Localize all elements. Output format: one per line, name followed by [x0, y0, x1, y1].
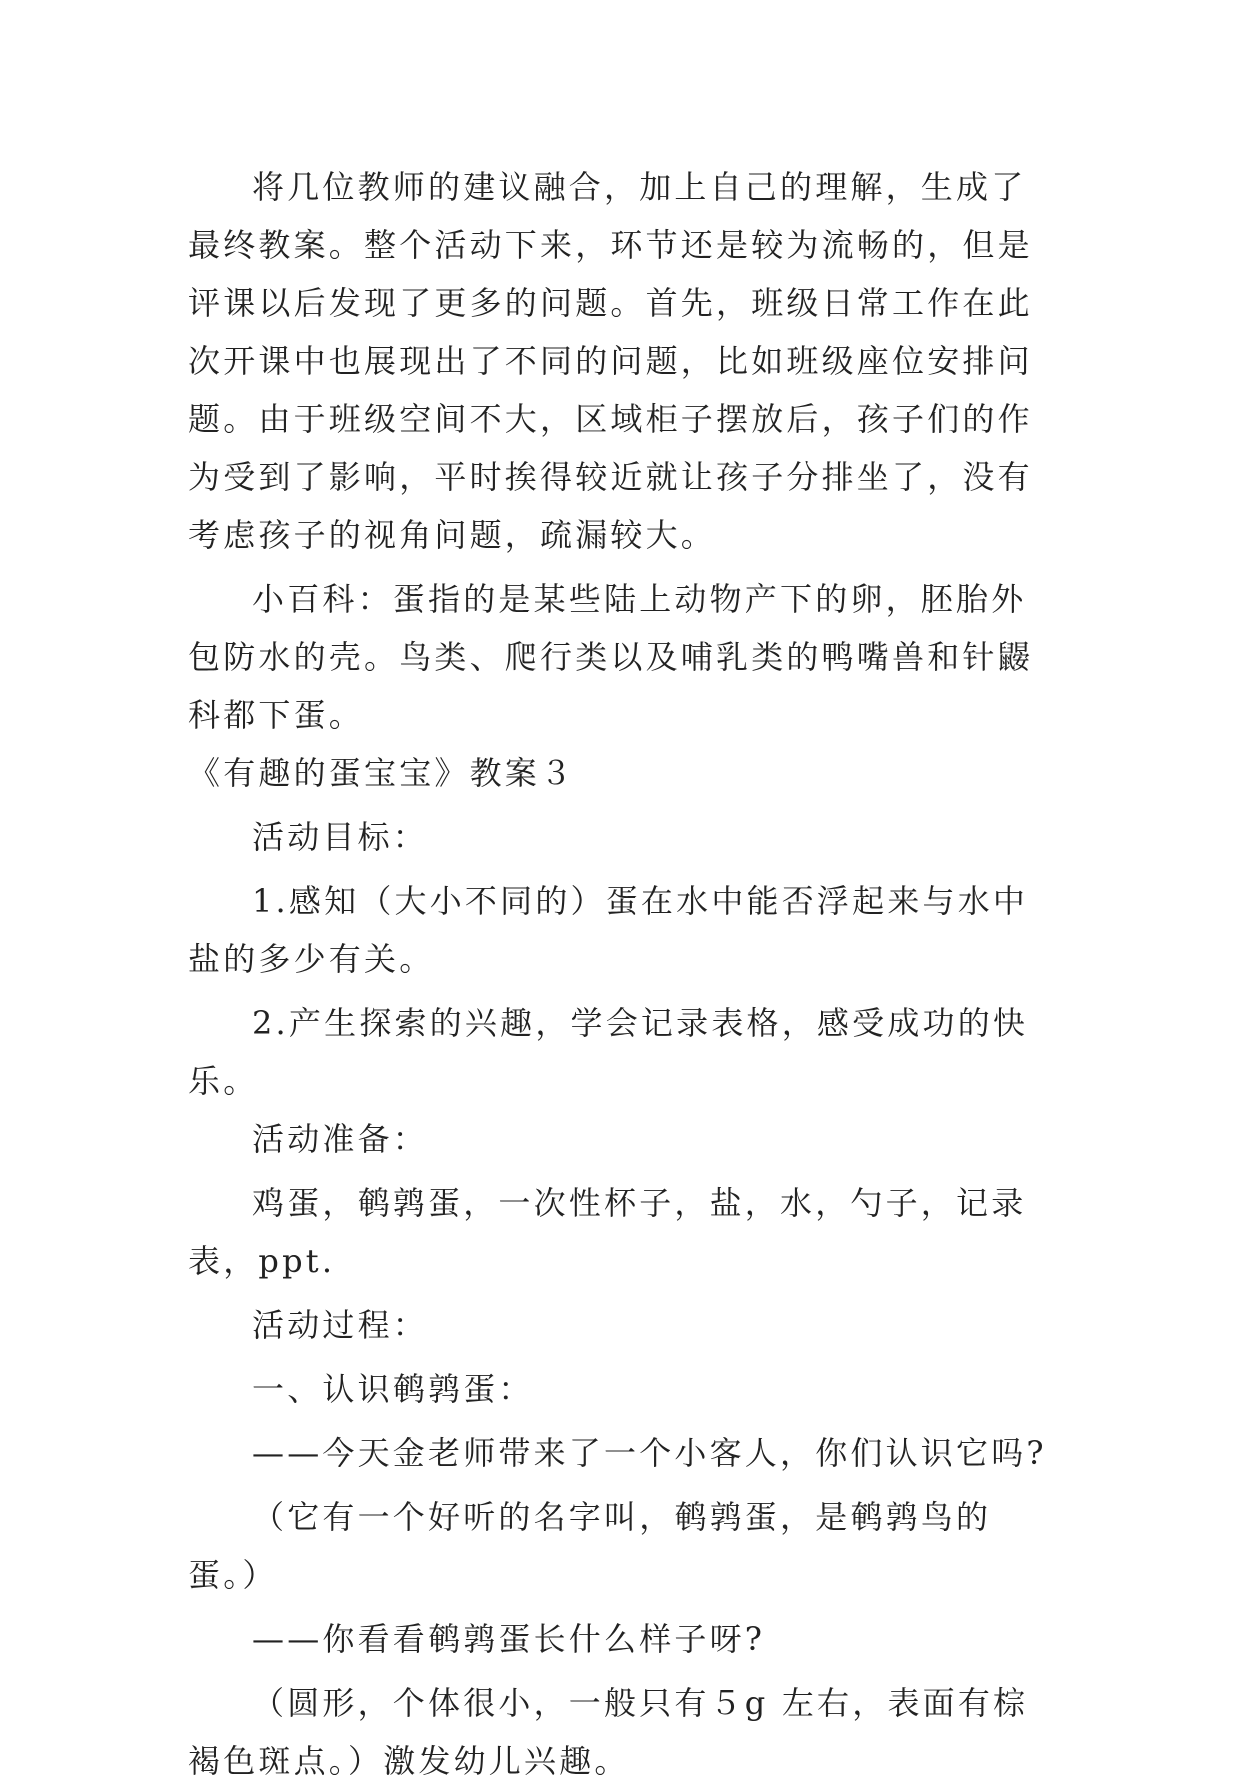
preparation-materials: 鸡蛋，鹌鹑蛋，一次性杯子，盐，水，勺子，记录表，ppt.	[188, 1184, 1027, 1280]
document-body	[188, 158, 1050, 1790]
lesson-plan-title: 《有趣的蛋宝宝》教案３	[188, 754, 576, 792]
heading-activity-preparation: 活动准备：	[252, 1120, 429, 1158]
dialogue-note-1: （它有一个好听的名字叫，鹌鹑蛋，是鹌鹑鸟的蛋。）	[188, 1498, 992, 1594]
dialogue-line-2: ——你看看鹌鹑蛋长什么样子呀?	[252, 1620, 766, 1658]
step-1-heading: 一、认识鹌鹑蛋：	[252, 1370, 534, 1408]
dialogue-note-2: （圆形，个体很小，一般只有５g 左右，表面有棕褐色斑点。）激发幼儿兴趣。	[188, 1684, 1029, 1780]
heading-activity-process: 活动过程：	[252, 1306, 429, 1344]
paragraph-encyclopedia: 小百科：蛋指的是某些陆上动物产下的卵，胚胎外包防水的壳。鸟类、爬行类以及哺乳类的鸭嘴兽和针鼹科都下蛋。	[188, 580, 1033, 734]
heading-activity-goals: 活动目标：	[252, 818, 429, 856]
paragraph-reflection: 将几位教师的建议融合，加上自己的理解，生成了最终教案。整个活动下来，环节还是较为流畅的，但是评课以后发现了更多的问题。首先，班级日常工作在此次开课中也展现出了不同的问题，比如班级座位安排问题。由于班级空间不大，区域柜子摆放后，孩子们的作为受到了影响，平时挨得较近就让孩子分排坐了，没有考虑孩子的视角问题，疏漏较大。	[188, 168, 1033, 554]
dialogue-line-1: ——今天金老师带来了一个小客人，你们认识它吗?	[252, 1434, 1047, 1472]
goal-item-2: 2.产生探索的兴趣，学会记录表格，感受成功的快乐。	[188, 1004, 1029, 1100]
goal-item-1: 1.感知（大小不同的）蛋在水中能否浮起来与水中盐的多少有关。	[188, 882, 1029, 978]
